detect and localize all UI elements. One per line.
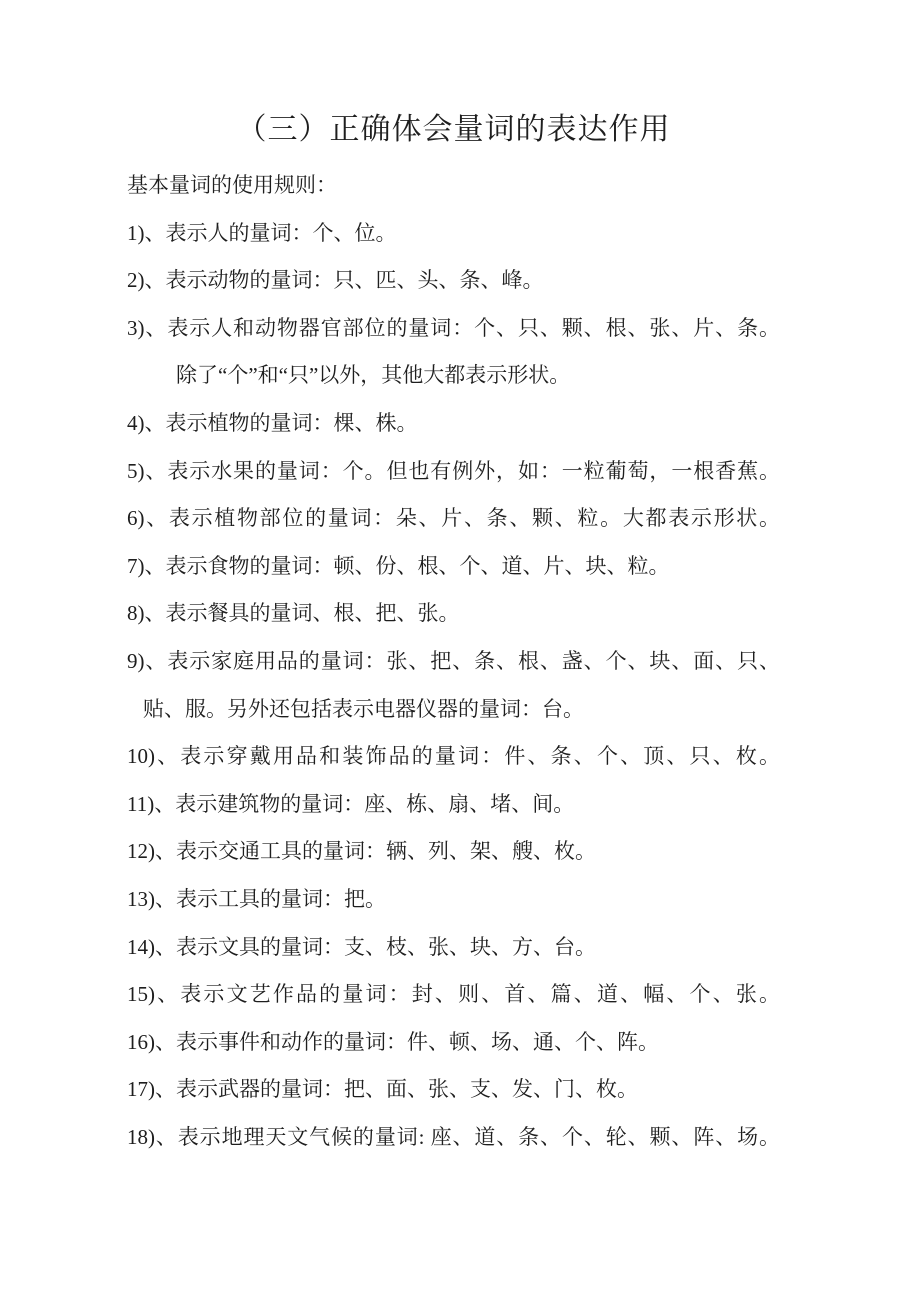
rule-line-11: 11)、表示建筑物的量词：座、栋、扇、堵、间。 (127, 791, 575, 816)
rule-line-15: 15)、表示文艺作品的量词：封、则、首、篇、道、幅、个、张。 (127, 982, 780, 1007)
rule-line-18: 18)、表示地理天文气候的量词: 座、道、条、个、轮、颗、阵、场。 (127, 1124, 780, 1149)
rules-list (127, 162, 780, 1161)
rule-line-3: 3)、表示人和动物器官部位的量词：个、只、颗、根、张、片、条。 (127, 315, 780, 340)
rule-line-13: 13)、表示工具的量词：把。 (127, 886, 386, 911)
rule-line-8: 8)、表示餐具的量词、根、把、张。 (127, 601, 460, 626)
rule-line-9: 9)、表示家庭用品的量词：张、把、条、根、盏、个、块、面、只、 (127, 648, 780, 673)
rule-line-12: 12)、表示交通工具的量词：辆、列、架、艘、枚。 (127, 839, 596, 864)
rule-line-9-continuation: 贴、服。另外还包括表示电器仪器的量词：台。 (143, 696, 584, 721)
rule-line-5: 5)、表示水果的量词：个。但也有例外，如：一粒葡萄，一根香蕉。 (127, 458, 780, 483)
rule-line-16: 16)、表示事件和动作的量词：件、顿、场、通、个、阵。 (127, 1029, 659, 1054)
rule-line-17: 17)、表示武器的量词：把、面、张、支、发、门、枚。 (127, 1077, 638, 1102)
rule-line-4: 4)、表示植物的量词：棵、株。 (127, 410, 418, 435)
rule-line-1: 1)、表示人的量词：个、位。 (127, 220, 397, 245)
rule-line-7: 7)、表示食物的量词：顿、份、根、个、道、片、块、粒。 (127, 553, 670, 578)
rule-line-14: 14)、表示文具的量词：支、枝、张、块、方、台。 (127, 934, 596, 959)
document-title: （三）正确体会量词的表达作用 (236, 113, 671, 146)
rule-line-10: 10)、表示穿戴用品和装饰品的量词：件、条、个、顶、只、枚。 (127, 744, 780, 769)
rule-line-2: 2)、表示动物的量词：只、匹、头、条、峰。 (127, 268, 544, 293)
intro-line: 基本量词的使用规则： (127, 173, 337, 197)
rule-line-3-continuation: 除了“个”和“只”以外，其他大都表示形状。 (176, 363, 571, 388)
rule-line-6: 6)、表示植物部位的量词：朵、片、条、颗、粒。大都表示形状。 (127, 506, 780, 531)
document-content (127, 0, 780, 1161)
